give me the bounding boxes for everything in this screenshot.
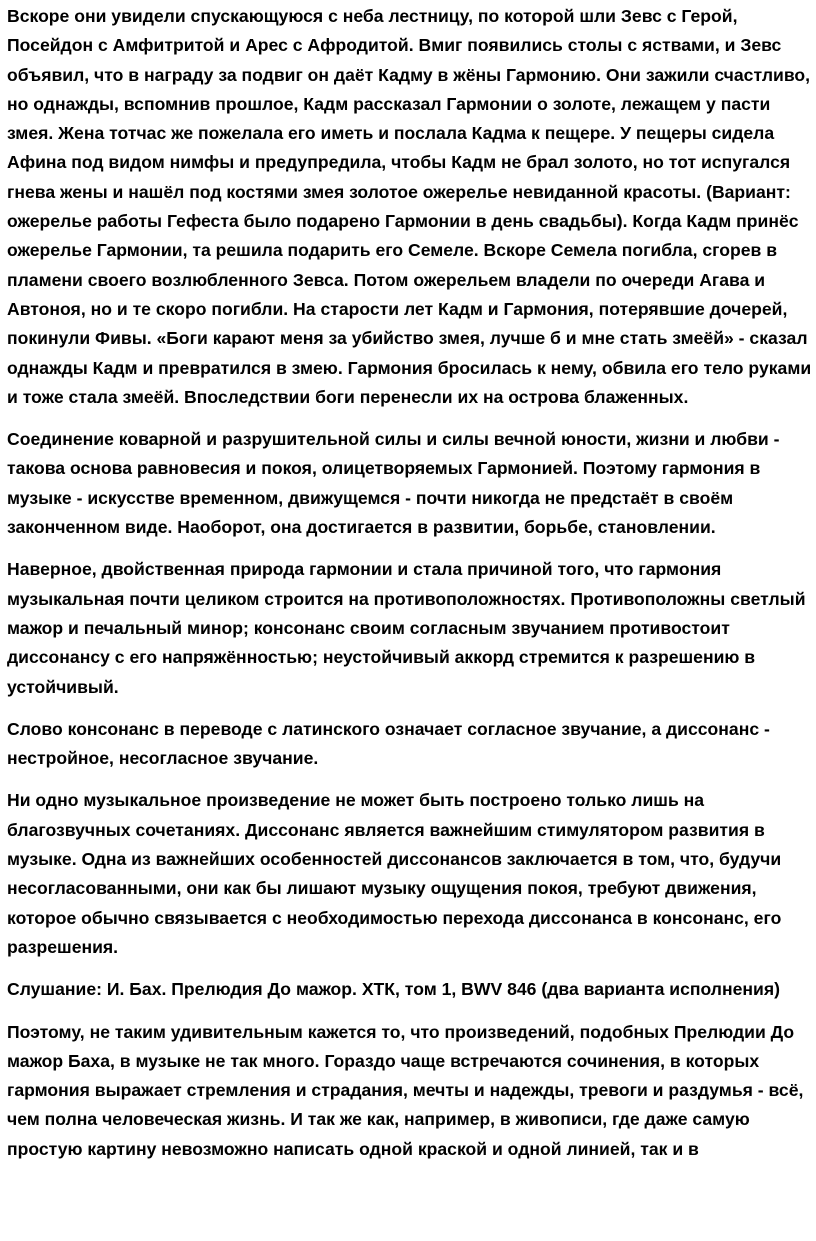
- paragraph-cadmus-harmonia-myth: Вскоре они увидели спускающуюся с неба лестницу, по которой шли Зевс с Герой, Посейдон с Амфитритой и Арес с Афродитой. Вмиг появились столы с яствами, и Зевс объявил, что в награду за подвиг он даёт Кадму в жёны Гармонию. Они зажили счастливо, но однажды, вспомнив прошлое, Кадм рассказал Гармонии о золоте, лежащем у пасти змея. Жена тотчас же пожелала его иметь и послала Кадма к пещере. У пещеры сидела Афина под видом нимфы и предупредила, чтобы Кадм не брал золото, но тот испугался гнева жены и нашёл под костями змея золотое ожерелье невиданной красоты. (Вариант: ожерелье работы Гефеста было подарено Гармонии в день свадьбы). Когда Кадм принёс ожерелье Гармонии, та решила подарить его Семеле. Вскоре Семела погибла, сгорев в пламени своего возлюбленного Зевса. Потом ожерельем владели по очереди Агава и Автоноя, но и те скоро погибли. На старости лет Кадм и Гармония, потерявшие дочерей, покинули Фивы. «Боги карают меня за убийство змея, лучше б и мне стать змеёй» - сказал однажды Кадм и превратился в змею. Гармония бросилась к нему, обвила его тело руками и тоже стала змеёй. Впоследствии боги перенесли их на острова блаженных.: [7, 6, 812, 407]
- paragraph-dual-nature: Наверное, двойственная природа гармонии и стала причиной того, что гармония музыкальная почти целиком строится на противоположностях. Противоположны светлый мажор и печальный минор; консонанс своим согласным звучанием противостоит диссонансу с его напряжённостью; неустойчивый аккорд стремится к разрешению в устойчивый.: [7, 559, 806, 697]
- paragraph-dissonance-role: Ни одно музыкальное произведение не может быть построено только лишь на благозвучных сочетаниях. Диссонанс является важнейшим стимулятором развития в музыке. Одна из важнейших особенностей диссонансов заключается в том, что, будучи несогласованными, они как бы лишают музыку ощущения покоя, требуют движения, которое обычно связывается с необходимостью перехода диссонанса в консонанс, его разрешения.: [7, 790, 782, 957]
- paragraph-consonance-definition: Слово консонанс в переводе с латинского означает согласное звучание, а диссонанс - нестройное, несогласное звучание.: [7, 718, 770, 769]
- paragraph-listening-assignment: Слушание: И. Бах. Прелюдия До мажор. ХТК, том 1, BWV 846 (два варианта исполнения): [7, 979, 780, 1000]
- paragraph-harmony-balance: Соединение коварной и разрушительной силы и силы вечной юности, жизни и любви - такова основа равновесия и покоя, олицетворяемых Гармонией. Поэтому гармония в музыке - искусстве временном, движущемся - почти никогда не предстаёт в своём законченном виде. Наоборот, она достигается в развитии, борьбе, становлении.: [7, 429, 780, 538]
- paragraph-bach-prelude: Поэтому, не таким удивительным кажется то, что произведений, подобных Прелюдии До мажор Баха, в музыке не так много. Гораздо чаще встречаются сочинения, в которых гармония выражает стремления и страдания, мечты и надежды, тревоги и раздумья - всё, чем полна человеческая жизнь. И так же как, например, в живописи, где даже самую простую картину невозможно написать одной краской и одной линией, так и в: [7, 1021, 804, 1159]
